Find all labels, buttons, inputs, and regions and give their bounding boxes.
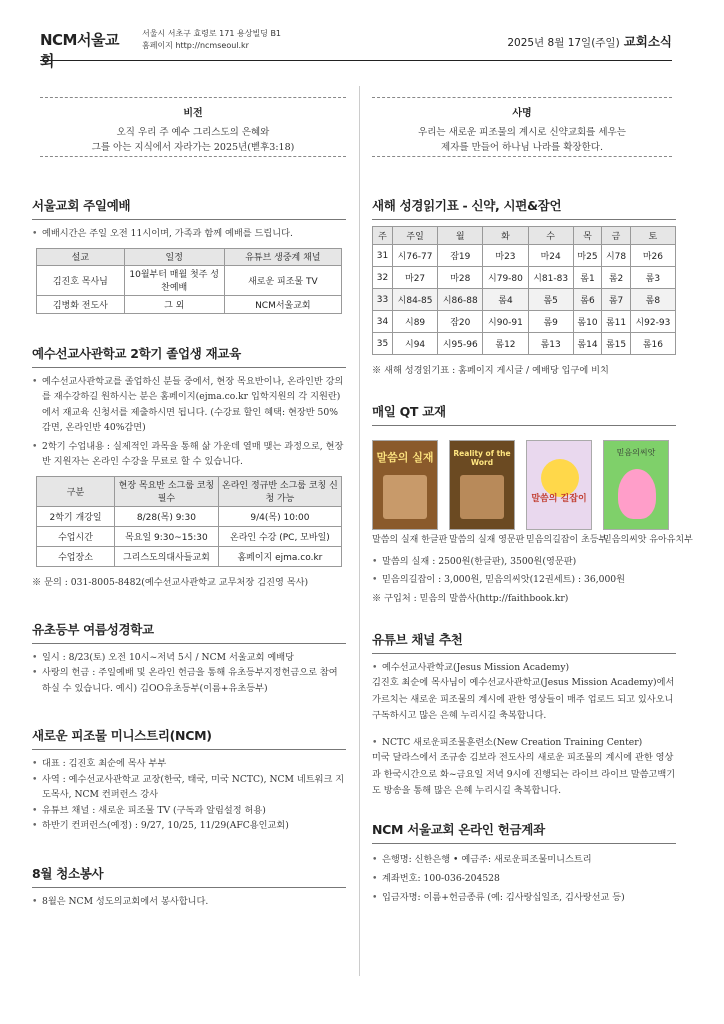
ncm-bullet-3: • 유튜브 채널 : 새로운 피조물 TV (구독과 알림설정 허용)	[32, 803, 346, 819]
qt-books	[372, 440, 693, 548]
academy-table	[36, 476, 342, 567]
book-caption: 믿음의씨앗 유아유치부	[603, 535, 693, 545]
academy-heading: 예수선교사관학교 2학기 졸업생 재교육	[32, 344, 346, 368]
table-cell-current: 시86-88	[438, 289, 483, 311]
book-cover-title: 말씀의 실재	[376, 451, 434, 464]
qt-book[interactable]	[449, 440, 525, 548]
column-divider	[359, 86, 360, 976]
qt-bullet-2: • 믿음의길잡이 : 3,000원, 믿음의씨앗(12권세트) : 36,000원	[372, 572, 676, 588]
academy-bullet-2: • 2학기 수업내용 : 실제적인 과목을 통해 삶 가운데 열매 맺는 과정으로, 현장반 지원자는 온라인 수강을 무료로 할 수 있습니다.	[32, 439, 346, 470]
church-address	[142, 24, 507, 52]
offering-bullet-3: • 입금자명: 이름+헌금종류 (예: 김사랑십일조, 김사랑선교 등)	[372, 888, 676, 907]
vision-box	[40, 97, 346, 157]
book-caption: 말씀의 실재 영문판	[449, 535, 525, 545]
ncm-bullet-4: • 하반기 컨퍼런스(예정) : 9/27, 10/25, 11/29(AFC용인교회)	[32, 818, 346, 834]
table-cell-current: 시84-85	[393, 289, 438, 311]
vision-title: 비전	[183, 108, 203, 119]
table-cell: 롬15	[602, 333, 631, 355]
table-cell: 35	[373, 333, 393, 355]
table-header: 토	[630, 227, 675, 245]
table-cell: 롬11	[602, 311, 631, 333]
table-cell: 시90-91	[483, 311, 528, 333]
book-cover-image	[526, 440, 592, 530]
cleaning-bullet: • 8월은 NCM 성도의교회에서 봉사합니다.	[32, 894, 346, 910]
table-cell: 2학기 개강일	[37, 506, 115, 526]
table-cell-current: 롬8	[630, 289, 675, 311]
table-cell: NCM서울교회	[224, 295, 341, 313]
table-cell: 김진호 목사님	[37, 265, 125, 295]
table-cell-current: 롬4	[483, 289, 528, 311]
table-header: 주	[373, 227, 393, 245]
table-cell: 롬14	[573, 333, 602, 355]
book-cover-image	[372, 440, 438, 530]
bible-reading-table	[372, 226, 676, 355]
table-cell: 수업시간	[37, 526, 115, 546]
table-cell: 수업장소	[37, 546, 115, 566]
table-cell: 롬12	[483, 333, 528, 355]
right-column	[372, 196, 693, 907]
left-column	[32, 196, 346, 909]
book-cover-image	[603, 440, 669, 530]
table-cell: 김병화 전도사	[37, 295, 125, 313]
vision-line-1: 오직 우리 주 예수 그리스도의 은혜와	[116, 127, 270, 138]
church-brand: NCM서울교회	[40, 31, 119, 70]
bible-heading: 새해 성경읽기표 - 신약, 시편&잠언	[372, 196, 676, 220]
table-cell: 시92-93	[630, 311, 675, 333]
table-cell-current: 롬5	[528, 289, 573, 311]
table-cell-current: 33	[373, 289, 393, 311]
academy-bullet-1: • 예수선교사관학교를 졸업하신 분들 중에서, 현장 목요반이나, 온라인반 강의를 재수강하길 원하시는 분은 홈페이지(ejma.co.kr 입학지원의 각 지원란)에서 재교육 신청서를 제출하시면 됩니다. (수강료 할인 혜택: 현장반 50%감면, 온라인반 40%감면)	[32, 374, 346, 436]
mission-title: 사명	[512, 108, 532, 119]
book-cover-image	[449, 440, 515, 530]
page-header	[40, 24, 672, 70]
qt-heading: 매일 QT 교재	[372, 402, 676, 426]
youtube-heading: 유튜브 채널 추천	[372, 630, 676, 654]
table-header: 유튜브 생중계 채널	[224, 248, 341, 265]
table-cell: 시76-77	[393, 245, 438, 267]
address-line: 서울시 서초구 효령로 171 용상빌딩 B1	[142, 29, 282, 38]
offering-bullet-2: • 계좌번호: 100-036-204528	[372, 869, 676, 888]
mission-box	[372, 97, 672, 157]
youtube-text-1: 김진호 최순에 목사님이 예수선교사관학교(Jesus Mission Academy)에서 가르치는 새로운 피조물의 계시에 관한 영상들이 매주 업로드 되고 있사오니 구독하시고 많은 은혜 누리시길 축복합니다.	[372, 677, 675, 721]
table-cell: 8/28(목) 9:30	[115, 506, 219, 526]
table-cell: 새로운 피조물 TV	[224, 265, 341, 295]
mission-line-1: 우리는 새로운 피조물의 계시로 신약교회를 세우는	[418, 127, 626, 138]
bulletin-title: 교회소식	[623, 34, 672, 49]
table-cell: 시79-80	[483, 267, 528, 289]
table-cell: 시94	[393, 333, 438, 355]
book-cover-title: 말씀의 길잡이	[531, 494, 587, 504]
youtube-bullet-2: • NCTC 새로운피조물훈련소(New Creation Training Center)	[372, 735, 676, 751]
qt-book[interactable]	[603, 440, 693, 548]
table-cell: 롬16	[630, 333, 675, 355]
table-cell: 마28	[438, 267, 483, 289]
bible-note: ※ 새해 성경읽기표 : 홈페이지 게시글 / 예배당 입구에 비치	[372, 365, 609, 376]
worship-heading: 서울교회 주일예배	[32, 196, 346, 220]
table-cell: 롬2	[602, 267, 631, 289]
table-cell: 목요일 9:30~15:30	[115, 526, 219, 546]
header-rule	[40, 60, 672, 61]
table-cell: 롬13	[528, 333, 573, 355]
homepage-line: 홈페이지 http://ncmseoul.kr	[142, 41, 249, 50]
youtube-text-2: 미국 달라스에서 조규송 김보라 전도사의 새로운 피조물의 계시에 관한 영상과 한국시간으로 화~금요일 저녁 9시에 진행되는 라이브 라이브 말씀고백기도 방송을 통해 많은 은혜 누리시길 축복합니다.	[372, 752, 676, 796]
table-cell: 그 외	[124, 295, 224, 313]
table-cell: 시81-83	[528, 267, 573, 289]
table-header: 주일	[393, 227, 438, 245]
table-cell: 홈페이지 ejma.co.kr	[218, 546, 341, 566]
table-header: 온라인 정규반 소그룹 코칭 신청 가능	[218, 476, 341, 506]
table-cell: 31	[373, 245, 393, 267]
ncm-bullet-2: • 사역 : 예수선교사관학교 교장(한국, 태국, 미국 NCTC), NCM 네트워크 지도목사, NCM 컨퍼런스 강사	[32, 772, 346, 803]
table-cell: 10월부터 매월 첫주 성찬예배	[124, 265, 224, 295]
qt-book[interactable]	[526, 440, 608, 548]
table-cell: 그리스도의대사들교회	[115, 546, 219, 566]
table-cell: 롬1	[573, 267, 602, 289]
vision-line-2: 그를 아는 지식에서 자라가는 2025년(벧후3:18)	[91, 142, 295, 153]
table-cell: 시95-96	[438, 333, 483, 355]
offering-heading: NCM 서울교회 온라인 헌금계좌	[372, 820, 676, 844]
bulletin-date	[507, 24, 672, 50]
ncm-bullet-1: • 대표 : 김진호 최순에 목사 부부	[32, 756, 346, 772]
cleaning-heading: 8월 청소봉사	[32, 864, 346, 888]
book-caption: 말씀의 실재 한글판	[372, 535, 448, 545]
table-header: 월	[438, 227, 483, 245]
table-header: 일정	[124, 248, 224, 265]
table-cell: 시89	[393, 311, 438, 333]
table-cell: 마26	[630, 245, 675, 267]
table-cell: 9/4(목) 10:00	[218, 506, 341, 526]
table-header: 설교	[37, 248, 125, 265]
youtube-bullet-1: • 예수선교사관학교(Jesus Mission Academy)	[372, 660, 676, 676]
vbs-heading: 유초등부 여름성경학교	[32, 620, 346, 644]
worship-bullet: • 예배시간은 주일 오전 11시이며, 가족과 함께 예배를 드립니다.	[32, 226, 346, 242]
table-cell: 롬9	[528, 311, 573, 333]
table-cell: 롬3	[630, 267, 675, 289]
table-cell: 32	[373, 267, 393, 289]
qt-bullet-1: • 말씀의 실재 : 2500원(한글판), 3500원(영문판)	[372, 554, 676, 570]
table-cell-current: 롬7	[602, 289, 631, 311]
offering-bullet-1: • 은행명: 신한은행 • 예금주: 새로운피조물미니스트리	[372, 850, 676, 869]
table-cell: 잠19	[438, 245, 483, 267]
qt-note: ※ 구입처 : 믿음의 말씀사(http://faithbook.kr)	[372, 592, 569, 604]
date-text: 2025년 8월 17일(주일)	[507, 37, 620, 49]
book-caption: 믿음의길잡이 초등부	[526, 535, 608, 545]
book-cover-title: Reality of the Word	[453, 449, 511, 467]
table-cell: 온라인 수강 (PC, 모바일)	[218, 526, 341, 546]
table-cell: 시78	[602, 245, 631, 267]
ncm-heading: 새로운 피조물 미니스트리(NCM)	[32, 726, 346, 750]
table-header: 구분	[37, 476, 115, 506]
vbs-bullet-1: • 일시 : 8/23(토) 오전 10시~저녁 5시 / NCM 서울교회 예배당	[32, 650, 346, 666]
table-cell: 마27	[393, 267, 438, 289]
academy-contact: ※ 문의 : 031-8005-8482(예수선교사관학교 교무처장 김진영 목사)	[32, 576, 309, 588]
table-header: 금	[602, 227, 631, 245]
table-cell: 마24	[528, 245, 573, 267]
mission-line-2: 제자를 만들어 하나님 나라를 확장한다.	[441, 142, 603, 153]
table-cell: 34	[373, 311, 393, 333]
worship-table	[36, 248, 342, 314]
vbs-bullet-2: • 사랑의 헌금 : 주일예배 및 온라인 헌금을 통해 유초등부지정헌금으로 참여하실 수 있습니다. 예시) 김OO유초등부(이름+유초등부)	[32, 665, 346, 696]
table-cell: 롬10	[573, 311, 602, 333]
table-header: 화	[483, 227, 528, 245]
table-cell: 마23	[483, 245, 528, 267]
table-cell-current: 롬6	[573, 289, 602, 311]
table-header: 수	[528, 227, 573, 245]
book-cover-title: 믿음의씨앗	[616, 448, 656, 457]
table-cell: 마25	[573, 245, 602, 267]
qt-book[interactable]	[372, 440, 448, 548]
table-header: 현장 목요반 소그룹 코칭 필수	[115, 476, 219, 506]
table-header: 목	[573, 227, 602, 245]
table-cell: 잠20	[438, 311, 483, 333]
